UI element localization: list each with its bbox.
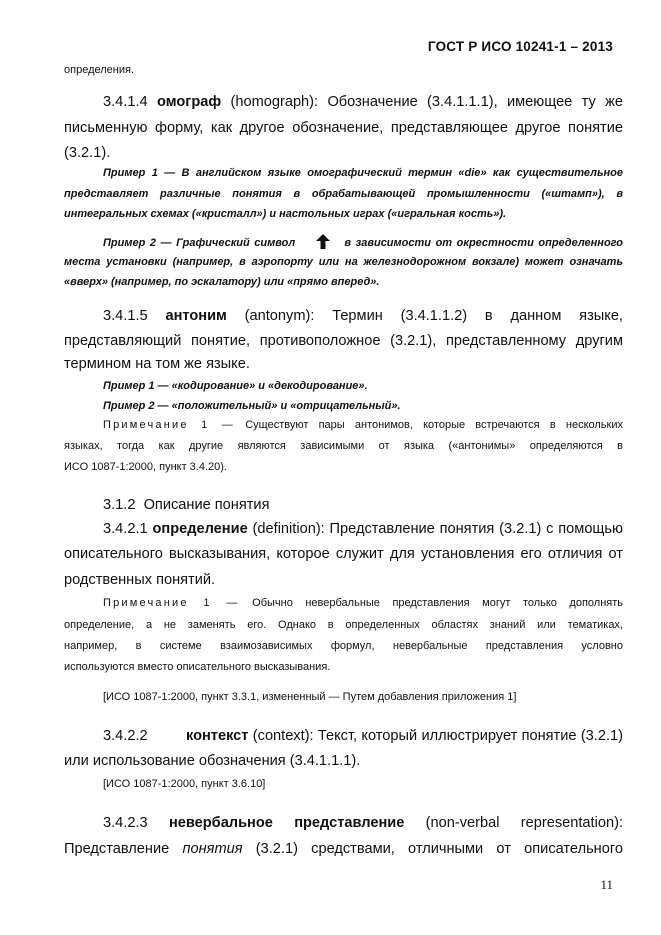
- entry-3414-line1: [103, 94, 623, 110]
- entry-3423-line1: [103, 815, 623, 831]
- entry-text: Термин (3.4.1.1.2) в данном языке,: [332, 308, 623, 324]
- note-1-line1: [103, 419, 623, 431]
- entry-number: 3.4.1.4: [103, 94, 148, 110]
- entry-text: Представление: [64, 841, 170, 857]
- entry-term: невербальное представление: [168, 815, 405, 831]
- entry-3414-line2: письменную форму, как другое обозначение, представляющее другое понятие: [64, 120, 623, 136]
- entry-3423-line2: [64, 841, 623, 857]
- entry-text: (definition): Представление понятия (3.2.1) с помощью: [252, 521, 623, 537]
- entry-3415-line1: [103, 308, 623, 324]
- entry-text: Обозначение (3.4.1.1.1), имеющее ту же: [327, 94, 624, 110]
- note-2-line4: используются вместо описательного высказывания.: [64, 661, 331, 673]
- note-label: Примечание 1 —: [103, 419, 235, 431]
- reference-1: [ИСО 1087-1:2000, пункт 3.3.1, измененный — Путем добавления приложения 1]: [103, 691, 517, 703]
- top-fragment: определения.: [64, 64, 135, 76]
- antonym-example-1: Пример 1 — «кодирование» и «декодирование».: [103, 380, 368, 392]
- entry-text-italic: понятия: [182, 841, 243, 857]
- example-2-end: в зависимости от окрестности определенного: [344, 237, 623, 249]
- entry-3415-line3: термином на том же языке.: [64, 356, 250, 372]
- note-text: Обычно невербальные представления могут только дополнять: [252, 597, 624, 609]
- note-label: Примечание 1 —: [103, 597, 240, 609]
- note-2-line3: например, в системе взаимозависимых формул, невербальные представления условно: [64, 640, 623, 652]
- entry-term: омограф: [157, 94, 222, 110]
- example-1-line1: Пример 1 — В английском языке омографический термин «die» как существительное: [103, 167, 623, 179]
- section-heading: 3.1.2 Описание понятия: [103, 497, 270, 513]
- page-number: 11: [600, 877, 613, 892]
- example-1-line2: представляет различные понятия в обрабатывающей промышленности («штамп»), в: [64, 188, 623, 200]
- entry-number: 3.4.2.1: [103, 521, 148, 537]
- entry-number: 3.4.2.2: [103, 728, 148, 744]
- entry-term: определение: [152, 521, 248, 537]
- entry-3422-line1: [103, 728, 623, 744]
- example-2-start: Пример 2 — Графический символ: [103, 237, 296, 249]
- entry-3421-line2: описательного высказывания, которое служит для установления его отличия от: [64, 546, 623, 562]
- note-2-line2: определение, а не заменять его. Однако в определенных областях знаний или тематиках,: [64, 619, 623, 631]
- note-2-line1: [103, 597, 623, 609]
- entry-term: антоним: [165, 308, 227, 324]
- note-1-line3: ИСО 1087-1:2000, пункт 3.4.20).: [64, 461, 227, 473]
- entry-3414-line3: (3.2.1).: [64, 145, 111, 161]
- entry-english: (homograph):: [230, 94, 319, 110]
- entry-number: 3.4.2.3: [103, 815, 148, 831]
- entry-3415-line2: представляющий понятие, противоположное (3.2.1), представленному другим: [64, 333, 623, 349]
- entry-text: (context): Текст, который иллюстрирует понятие (3.2.1): [252, 728, 624, 744]
- entry-3422-line2: или использование обозначения (3.4.1.1.1).: [64, 753, 361, 769]
- example-2-line3: «вверх» (например, по эскалатору) или «прямо вперед».: [64, 276, 380, 288]
- entry-english: (non-verbal representation):: [425, 815, 623, 831]
- document-header: ГОСТ Р ИСО 10241-1 – 2013: [427, 39, 613, 54]
- note-1-line2: языках, тогда как другие являются зависимыми от языка («антонимы» определяются в: [64, 440, 623, 452]
- entry-text: (3.2.1) средствами, отличными от описательного: [255, 841, 623, 857]
- entry-english: (antonym):: [244, 308, 315, 324]
- entry-term: контекст: [185, 728, 249, 744]
- entry-3421-line1: [103, 521, 623, 537]
- example-1-line3: интегральных схемах («кристалл») и настольных играх («игральная кость»).: [64, 208, 507, 220]
- example-2-line1: [103, 234, 623, 249]
- note-text: Существуют пары антонимов, которые встречаются в нескольких: [245, 419, 623, 431]
- entry-3421-line3: родственных понятий.: [64, 572, 216, 588]
- arrow-up-icon: [316, 234, 330, 249]
- entry-number: 3.4.1.5: [103, 308, 148, 324]
- reference-2: [ИСО 1087-1:2000, пункт 3.6.10]: [103, 778, 266, 790]
- example-2-line2: места установки (например, в аэропорту или на железнодорожном вокзале) может означать: [64, 256, 623, 268]
- antonym-example-2: Пример 2 — «положительный» и «отрицательный».: [103, 400, 401, 412]
